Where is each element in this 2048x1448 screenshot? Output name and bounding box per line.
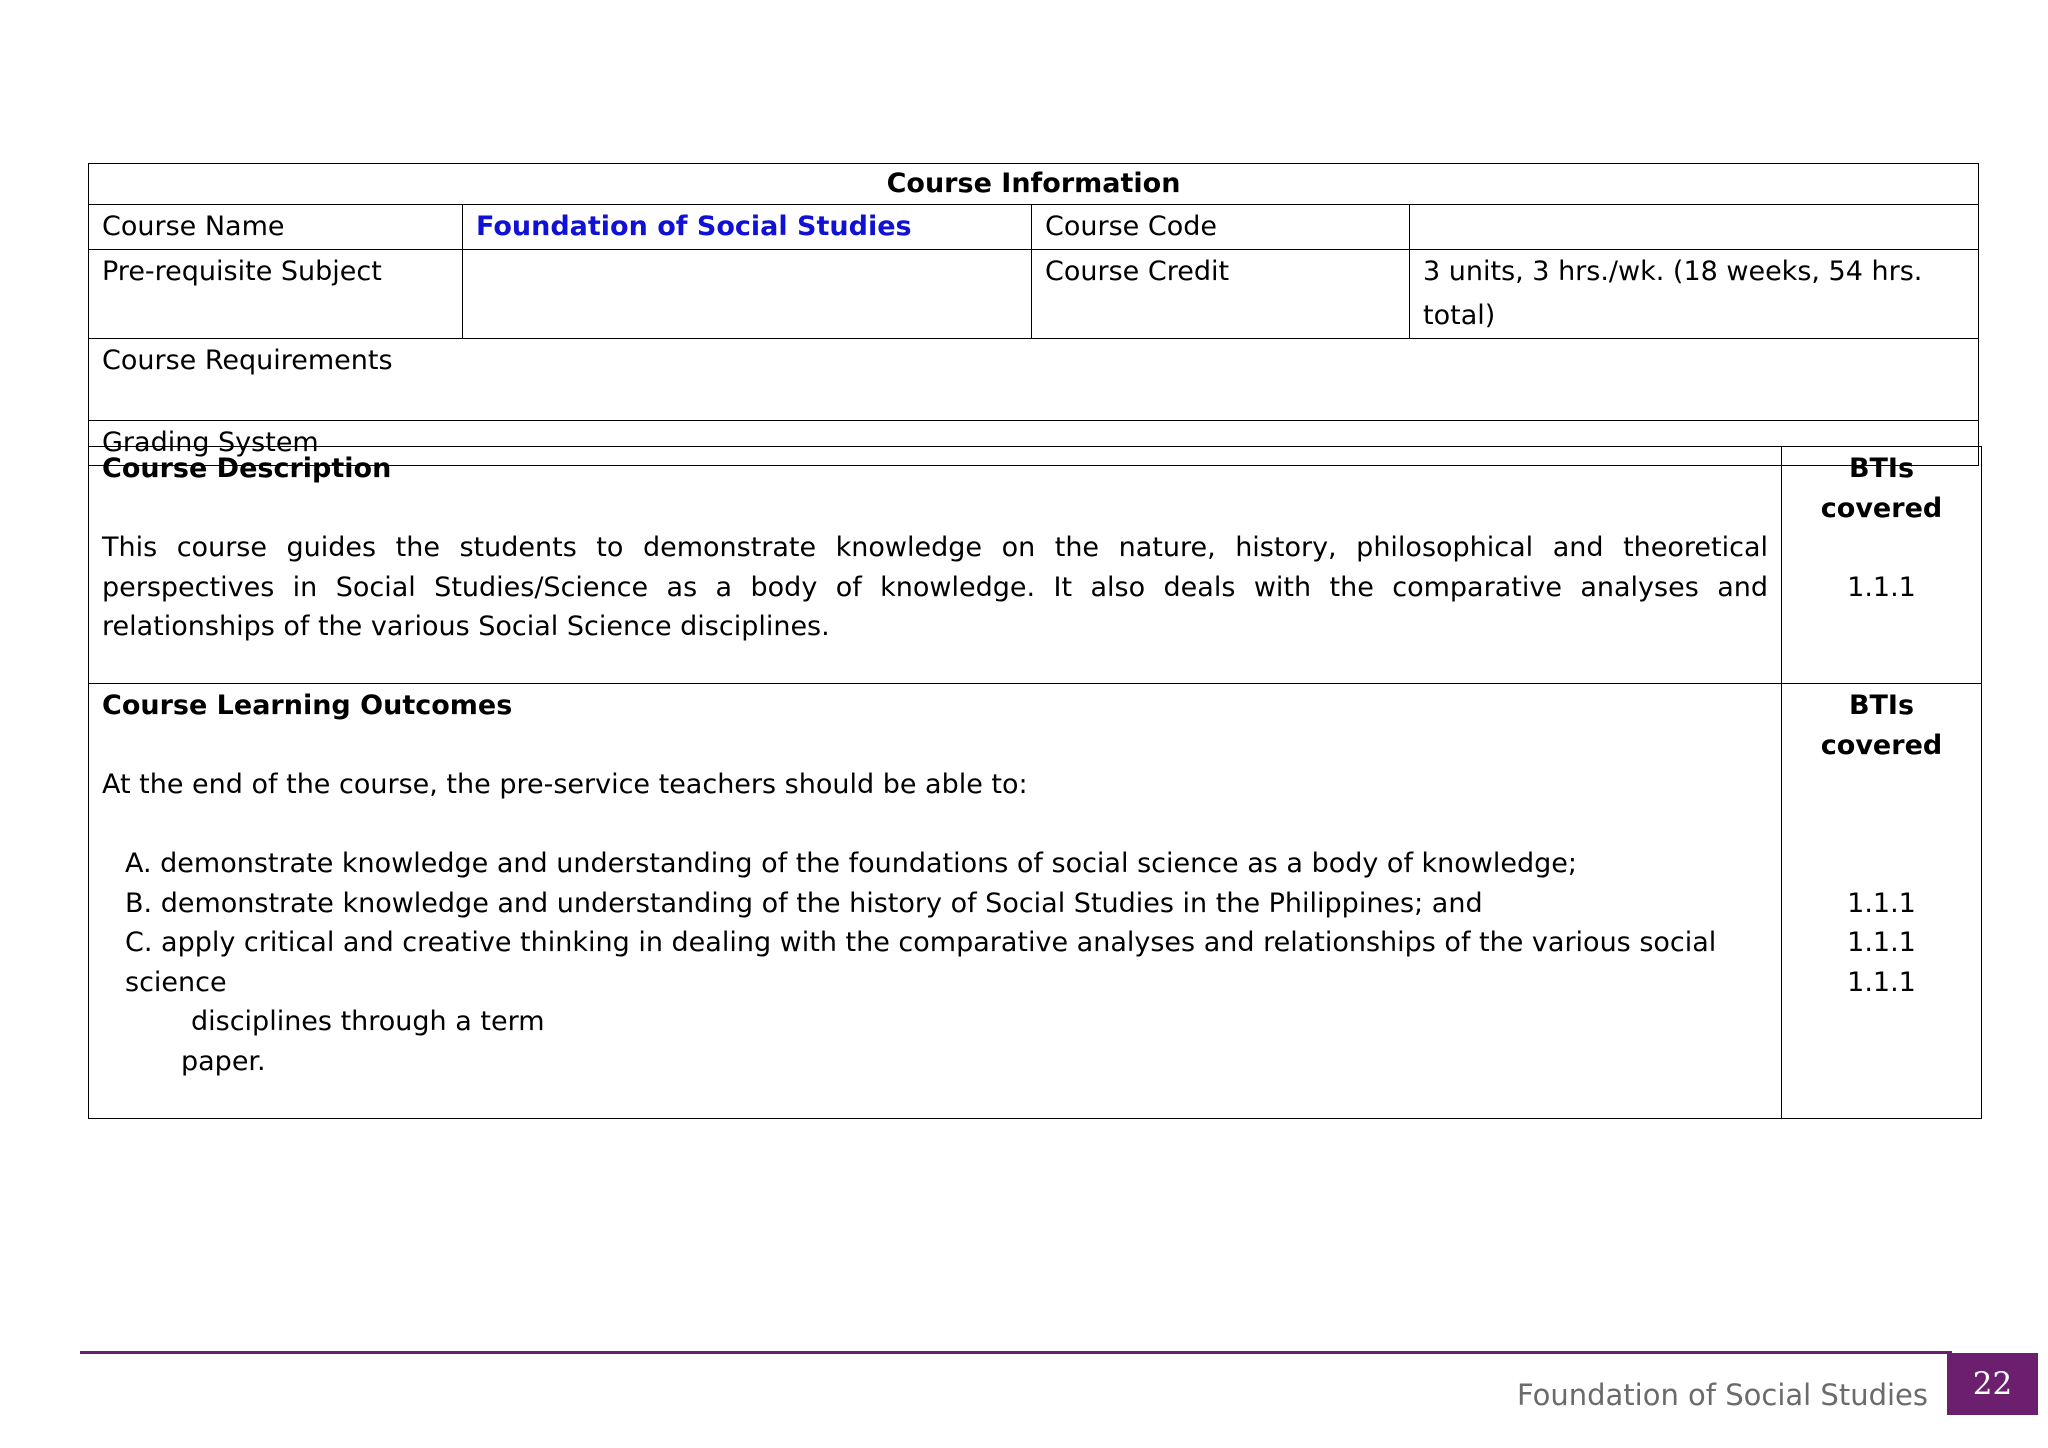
- course-description-text: This course guides the students to demonstrate knowledge on the nature, history, philosophical and theoretical perspectives in Social Studies/Science as a body of knowledge. It also deals with the comparative analyses and relationships of the various Social Science disciplines.: [102, 532, 1768, 642]
- course-description-cell: [89, 447, 1782, 684]
- course-credit-value: 3 units, 3 hrs./wk. (18 weeks, 54 hrs. total): [1410, 250, 1979, 339]
- outcome-item-c-line3: paper.: [181, 1045, 266, 1077]
- outcome-item-b: B. demonstrate knowledge and understanding of the history of Social Studies in the Philippines; and: [125, 887, 1483, 919]
- grading-system-label: Grading System: [89, 421, 1979, 466]
- course-name-label: Course Name: [89, 205, 463, 250]
- bti-value: 1.1.1: [1847, 571, 1916, 603]
- course-description-table: [88, 446, 1982, 1119]
- bti-heading: BTIs covered: [1820, 453, 1943, 524]
- course-information-table: [88, 163, 1979, 466]
- bti-heading: BTIs covered: [1820, 690, 1943, 761]
- course-name-value: Foundation of Social Studies: [463, 205, 1032, 250]
- course-description-bti-cell: [1782, 447, 1982, 684]
- outcome-item-c-line1: C. apply critical and creative thinking in dealing with the comparative analyses and relationships of the various social science: [125, 927, 1717, 998]
- learning-outcomes-intro: At the end of the course, the pre-service teachers should be able to:: [102, 769, 1028, 800]
- outcome-item-a: A. demonstrate knowledge and understanding of the foundations of social science as a body of knowledge;: [125, 848, 1577, 879]
- course-code-label: Course Code: [1032, 205, 1410, 250]
- learning-outcomes-cell: [89, 684, 1782, 1119]
- bti-value: 1.1.1: [1847, 966, 1916, 998]
- learning-outcomes-heading: Course Learning Outcomes: [102, 690, 513, 721]
- course-credit-label: Course Credit: [1032, 250, 1410, 339]
- course-information-title: Course Information: [89, 164, 1979, 205]
- bti-value: 1.1.1: [1847, 887, 1916, 919]
- course-code-value: [1410, 205, 1979, 250]
- footer-divider: [80, 1351, 1952, 1354]
- page-number: 22: [1947, 1353, 2038, 1415]
- prerequisite-label: Pre-requisite Subject: [89, 250, 463, 339]
- footer-title: Foundation of Social Studies: [1516, 1378, 1928, 1412]
- course-description-heading: Course Description: [102, 453, 392, 484]
- prerequisite-value: [463, 250, 1032, 339]
- learning-outcomes-bti-cell: [1782, 684, 1982, 1119]
- outcome-item-c-line2: disciplines through a term: [191, 1006, 545, 1037]
- bti-value: 1.1.1: [1847, 927, 1916, 958]
- course-requirements-label: Course Requirements: [89, 339, 1979, 421]
- outcome-item-c: [102, 923, 1768, 1081]
